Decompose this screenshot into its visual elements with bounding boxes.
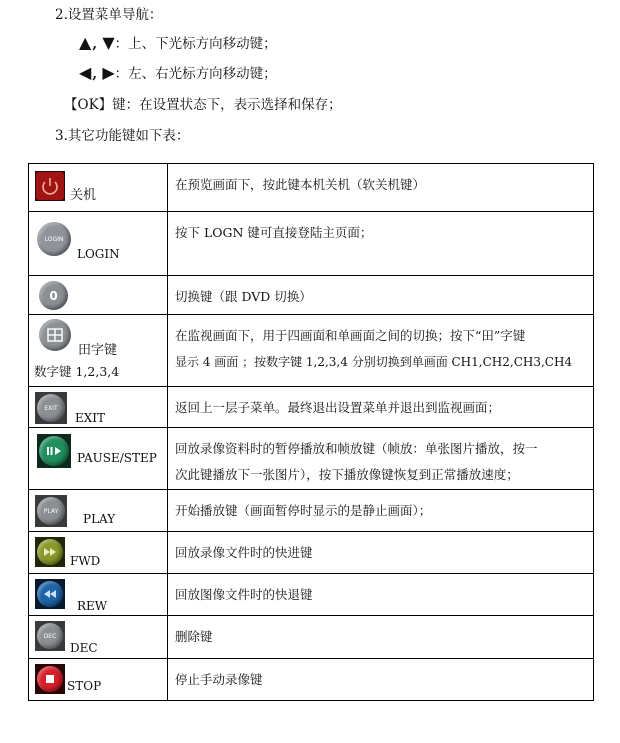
other-keys-heading: 3.其它功能键如下表： xyxy=(55,128,190,144)
key-description xyxy=(168,387,594,428)
quad-view-icon xyxy=(39,319,71,351)
up-down-text: ：上、下光标方向移动键； xyxy=(114,36,277,52)
key-description xyxy=(168,428,594,490)
stop-square-glyph xyxy=(46,675,54,683)
down-arrow-icon: ▼ xyxy=(102,33,115,52)
desc-line: 停止手动录像键 xyxy=(175,672,263,687)
stop-button-face xyxy=(37,666,63,692)
desc-line: 按下 LOGN 键可直接登陆主页面； xyxy=(175,225,373,240)
table-row xyxy=(29,315,594,387)
key-description xyxy=(168,490,594,532)
key-cell xyxy=(29,212,168,276)
desc-line: 返回上一层子菜单。最终退出设置菜单并退出到监视画面； xyxy=(175,400,501,415)
left-right-instruction xyxy=(79,62,277,82)
key-cell xyxy=(29,490,168,532)
stop-icon xyxy=(35,664,65,694)
key-description xyxy=(168,164,594,212)
left-arrow-icon: ◀ xyxy=(79,63,92,82)
key-label: EXIT xyxy=(75,411,106,425)
up-down-instruction xyxy=(79,32,277,52)
table-row xyxy=(29,532,594,574)
key-description xyxy=(168,616,594,659)
desc-line: 回放录像文件时的快进键 xyxy=(175,545,313,560)
key-description xyxy=(168,276,594,315)
function-key-table xyxy=(28,163,594,701)
key-cell xyxy=(29,616,168,659)
desc-line: 回放图像文件时的快退键 xyxy=(175,587,313,602)
exit-icon xyxy=(35,392,67,424)
desc-line: 开始播放键（画面暂停时显示的是静止画面）； xyxy=(175,503,432,518)
key-label-secondary: 数字键 1,2,3,4 xyxy=(34,364,120,379)
key-label: 田字键 xyxy=(78,343,118,358)
key-label: PAUSE/STEP xyxy=(77,451,157,465)
desc-line: 删除键 xyxy=(175,629,213,644)
desc-line: 次此键播放下一张图片），按下播放像键恢复到正常播放速度； xyxy=(175,467,519,482)
power-icon xyxy=(35,171,65,201)
key-description xyxy=(168,315,594,387)
ok-key-instruction: 【OK】键：在设置状态下，表示选择和保存； xyxy=(64,97,342,113)
table-row xyxy=(29,164,594,212)
exit-button-face: EXIT xyxy=(37,394,65,422)
table-row xyxy=(29,387,594,428)
play-button-face: PLAY xyxy=(37,497,65,525)
key-cell xyxy=(29,428,168,490)
rewind-icon xyxy=(35,579,65,609)
desc-line: 回放录像资料时的暂停播放和帧放键（帧放：单张图片播放，按一 xyxy=(175,441,538,456)
nav-heading: 2.设置菜单导航： xyxy=(55,7,163,23)
separator: , xyxy=(92,36,98,52)
table-row xyxy=(29,659,594,701)
login-icon xyxy=(37,222,71,256)
left-right-text: ：左、右光标方向移动键； xyxy=(114,66,277,82)
key-label: PLAY xyxy=(83,512,116,526)
table-row xyxy=(29,276,594,315)
key-description xyxy=(168,212,594,276)
table-row xyxy=(29,616,594,659)
pause-step-icon xyxy=(37,434,71,468)
fwd-button-face xyxy=(37,539,63,565)
key-label: DEC xyxy=(70,641,98,655)
play-icon xyxy=(35,495,67,527)
login-button-face: LOGIN xyxy=(37,222,71,256)
table-row xyxy=(29,428,594,490)
up-arrow-icon: ▲ xyxy=(79,33,92,52)
rew-button-face xyxy=(37,581,63,607)
pause-step-button-face xyxy=(39,436,69,466)
table-row xyxy=(29,490,594,532)
dec-button-face: DEC xyxy=(37,623,63,649)
table-row xyxy=(29,212,594,276)
desc-line: 切换键（跟 DVD 切换） xyxy=(175,289,312,304)
dec-icon xyxy=(35,621,65,651)
table-row xyxy=(29,574,594,616)
key-cell xyxy=(29,574,168,616)
separator: , xyxy=(92,66,98,82)
key-cell xyxy=(29,276,168,315)
fast-forward-icon xyxy=(35,537,65,567)
key-label: STOP xyxy=(67,679,102,693)
zero-icon: 0 xyxy=(39,281,68,310)
key-cell xyxy=(29,659,168,701)
right-arrow-icon: ▶ xyxy=(102,63,115,82)
desc-line: 显示 4 画面 ；按数字键 1,2,3,4 分别切换到单画面 CH1,CH2,CH3,CH4 xyxy=(175,355,573,369)
key-cell xyxy=(29,532,168,574)
key-cell xyxy=(29,164,168,212)
desc-line: 在预览画面下，按此键本机关机（软关机键） xyxy=(175,177,426,192)
desc-line: 在监视画面下，用于四画面和单画面之间的切换；按下“田”字键 xyxy=(175,328,526,343)
key-label: FWD xyxy=(70,554,101,568)
key-description xyxy=(168,659,594,701)
key-cell xyxy=(29,315,168,387)
key-cell xyxy=(29,387,168,428)
key-label: LOGIN xyxy=(77,247,120,261)
key-label: 关机 xyxy=(70,188,97,203)
key-label: REW xyxy=(77,599,108,613)
key-description xyxy=(168,532,594,574)
key-description xyxy=(168,574,594,616)
